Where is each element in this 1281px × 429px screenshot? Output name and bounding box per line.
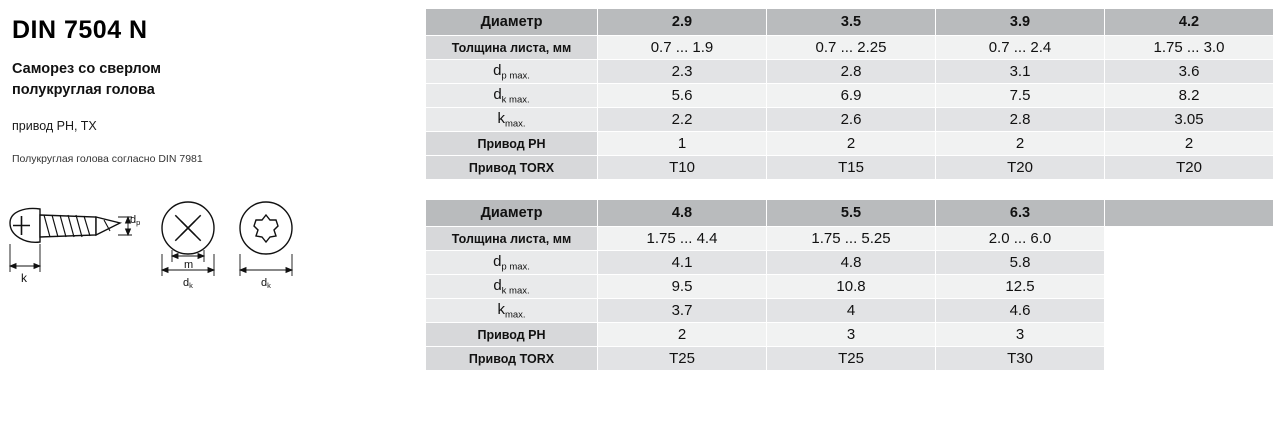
drawing-label-dk-torx: dk [261,277,271,290]
drawing-label-k: k [21,271,27,285]
cell-value: 2 [1105,132,1274,156]
table-header-row [426,200,1274,227]
cell-value: T20 [936,156,1105,180]
header-cell-diameter-value: 4.2 [1105,9,1274,36]
cell-value: 3 [767,323,936,347]
product-subtitle-line1: Саморез со сверлом [12,61,161,77]
page-title: DIN 7504 N [12,16,148,44]
cell-value: 5.6 [598,84,767,108]
row-label-drive-torx: Привод TORX [426,347,598,371]
row-label-drive-ph: Привод PH [426,132,598,156]
cell-value: 3.6 [1105,60,1274,84]
cell-value: 5.8 [936,251,1105,275]
cell-value: 4 [767,299,936,323]
cell-value: T10 [598,156,767,180]
cell-value: 1 [598,132,767,156]
cell-value: 2 [936,132,1105,156]
table-row [426,84,1274,108]
spec-table-large-diameters [425,199,1274,371]
table-header-row [426,9,1274,36]
cell-value: 2.6 [767,108,936,132]
row-label-dp-max: $d_{p max.}$ [426,251,598,275]
cell-empty [1105,347,1274,371]
cell-empty [1105,227,1274,251]
cell-empty [1105,275,1274,299]
row-label-dk-max: $d_{k max.}$ [426,275,598,299]
table-row [426,299,1274,323]
row-label-k-max: $k_{max.}$ [426,299,598,323]
row-label-k-max: $k_{max.}$ [426,108,598,132]
screw-side-view [10,209,120,243]
cell-value: 7.5 [936,84,1105,108]
cell-value: T25 [598,347,767,371]
header-cell-diameter-value: 6.3 [936,200,1105,227]
cell-value: 2.3 [598,60,767,84]
table-row [426,275,1274,299]
header-cell-empty [1105,200,1274,227]
header-cell-diameter-value: 3.9 [936,9,1105,36]
cell-value: T15 [767,156,936,180]
cell-value: 2.8 [767,60,936,84]
table-row [426,347,1274,371]
cell-value: 2.0 ... 6.0 [936,227,1105,251]
product-subtitle [12,59,415,101]
dimension-k [10,244,40,272]
table-row [426,108,1274,132]
cell-value: 0.7 ... 1.9 [598,36,767,60]
header-cell-diameter-value: 3.5 [767,9,936,36]
table-row [426,36,1274,60]
header-cell-diameter-value: 2.9 [598,9,767,36]
cell-value: 1.75 ... 4.4 [598,227,767,251]
cell-value: 8.2 [1105,84,1274,108]
cell-value: 3.7 [598,299,767,323]
table-row [426,227,1274,251]
cell-value: 3 [936,323,1105,347]
header-cell-diameter: Диаметр [426,9,598,36]
header-cell-diameter: Диаметр [426,200,598,227]
cell-value: 2.8 [936,108,1105,132]
table-row [426,251,1274,275]
row-label-sheet-thickness: Толщина листа, мм [426,36,598,60]
cell-value: 3.1 [936,60,1105,84]
drawing-label-m: m [184,259,194,271]
cell-value: 1.75 ... 5.25 [767,227,936,251]
standard-reference-note: Полукруглая голова согласно DIN 7981 [12,153,203,166]
drawing-label-dk-ph: dk [183,277,193,290]
cell-value: 2.2 [598,108,767,132]
drawing-label-dp: dp [130,214,141,227]
product-subtitle-line2: полукруглая голова [12,82,155,99]
table-row [426,60,1274,84]
cell-empty [1105,251,1274,275]
row-label-sheet-thickness: Толщина листа, мм [426,227,598,251]
cell-empty [1105,299,1274,323]
spec-table-small-diameters [425,8,1274,180]
drive-types-text: привод PH, TX [12,119,97,134]
row-label-drive-torx: Привод TORX [426,156,598,180]
cell-value: 0.7 ... 2.4 [936,36,1105,60]
cell-value: 2 [767,132,936,156]
cell-value: 4.8 [767,251,936,275]
cell-value: 1.75 ... 3.0 [1105,36,1274,60]
cell-value: 4.1 [598,251,767,275]
cell-value: T25 [767,347,936,371]
table-row [426,132,1274,156]
cell-value: 10.8 [767,275,936,299]
cell-value: 6.9 [767,84,936,108]
cell-value: 2 [598,323,767,347]
row-label-dp-max: $d_{p max.}$ [426,60,598,84]
row-label-dk-max: $d_{k max.}$ [426,84,598,108]
table-row [426,156,1274,180]
row-label-drive-ph: Привод PH [426,323,598,347]
cell-empty [1105,323,1274,347]
technical-drawing [0,196,310,306]
table-row [426,323,1274,347]
header-cell-diameter-value: 5.5 [767,200,936,227]
header-cell-diameter-value: 4.8 [598,200,767,227]
spec-tables [425,8,1273,371]
cell-value: T20 [1105,156,1274,180]
cell-value: 3.05 [1105,108,1274,132]
cell-value: 0.7 ... 2.25 [767,36,936,60]
torx-head-top-view [240,202,292,276]
cell-value: T30 [936,347,1105,371]
cell-value: 12.5 [936,275,1105,299]
cell-value: 9.5 [598,275,767,299]
cell-value: 4.6 [936,299,1105,323]
